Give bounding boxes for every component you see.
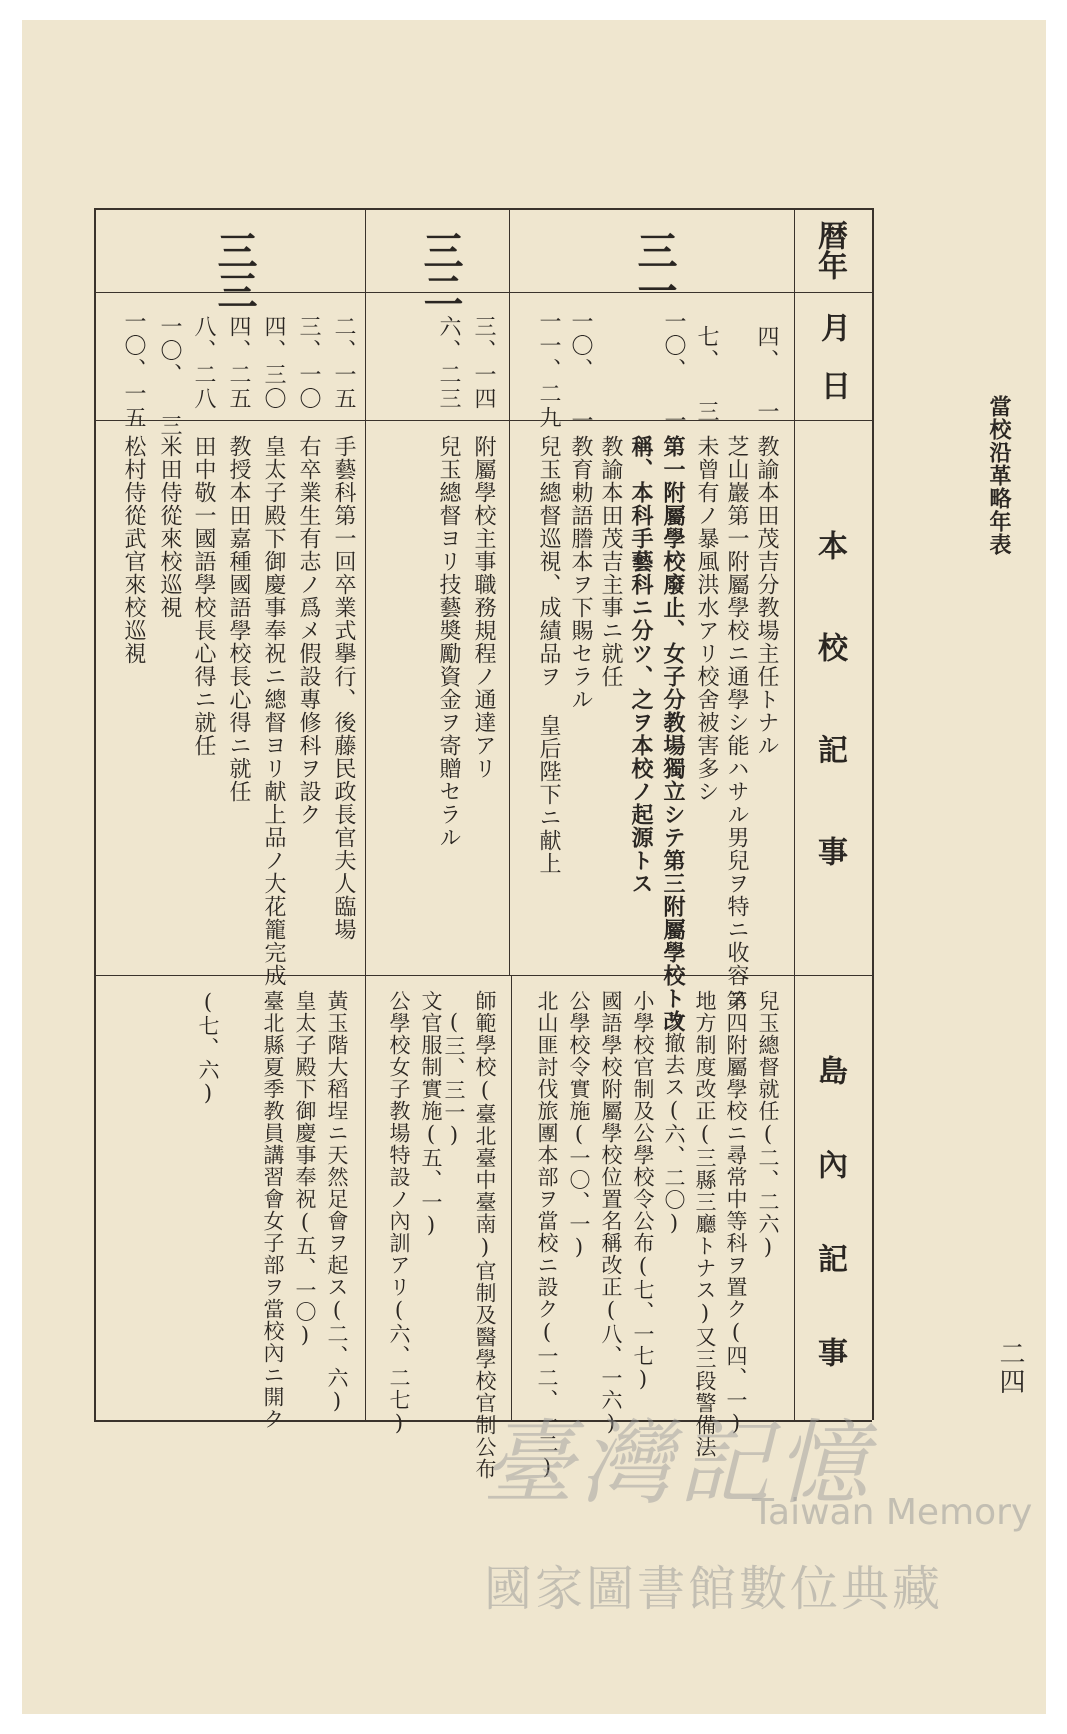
island-entry: 地方制度改正(三縣三廳トナス)又三段警備法 [693, 990, 717, 1458]
watermark-subtitle: Taiwan Memory [752, 1492, 1033, 1533]
watermark-institution: 國家圖書館數位典藏 [484, 1561, 944, 1617]
island-entry: 文官服制實施(五、一) [419, 990, 443, 1238]
year-divider-31-32 [509, 208, 510, 975]
island-entry: (七、六) [196, 990, 220, 1106]
entry-text: 松村侍從武官來校巡視 [121, 435, 146, 665]
entry-text: 教諭本田茂吉主事ニ就任 [598, 435, 623, 688]
entry-text: 右卒業生有志ノ爲メ假設專修科ヲ設ク [296, 435, 321, 826]
entry-text: 兒玉總督ヨリ技藝奬勵資金ヲ寄贈セラル [436, 435, 461, 849]
entry-text-bold: 稱、本科手藝科ニ分ツ、之ヲ本校ノ起源トス [628, 435, 654, 895]
entry-text: 教諭本田茂吉分教場主任トナル [754, 435, 779, 757]
running-title: 當校沿革略年表 [986, 395, 1012, 556]
island-entry: 國語學校附屬學校位置名稱改正(八、一六) [599, 990, 623, 1436]
island-entry: 黃玉階大稻埕ニ天然足會ヲ起ス(二、六) [325, 990, 349, 1414]
entry-text: 手藝科第一回卒業式擧行、後藤民政長官夫人臨場 [331, 435, 356, 941]
island-entry: 北山匪討伐旅團本部ヲ當校ニ設ク(一二、一二) [535, 990, 559, 1480]
entry-date: 四、 一 [754, 325, 779, 424]
header-column-divider [794, 208, 795, 1420]
entry-date: 八、二八 [191, 315, 216, 411]
island-entry: 第四附屬學校ニ尋常中等科ヲ置ク(四、一) [724, 990, 748, 1436]
header-day: 日 [815, 370, 850, 400]
island-entry: 小學校官制及公學校令公布(七、一七) [631, 990, 655, 1392]
year-label: 三二 [417, 230, 464, 310]
document-page [22, 20, 1046, 1714]
year-label: 三三 [211, 230, 258, 310]
entry-date: 四、二五 [226, 315, 251, 411]
entry-text: 皇太子殿下御慶事奉祝ニ總督ヨリ献上品ノ大花籠完成 [261, 435, 286, 987]
year-label: 三一 [631, 230, 678, 310]
island-divider-b [365, 975, 366, 1420]
table-right-border [872, 208, 874, 1420]
entry-date: 三、一四 [471, 315, 496, 411]
entry-date: 七、 三 [694, 325, 719, 424]
island-entry: 師範學校(臺北臺中臺南)官制及醫學校官制公布 [473, 990, 497, 1480]
island-entry: 兒玉總督就任(二、二六) [756, 990, 780, 1260]
entry-date: 一〇、一五 [121, 310, 146, 430]
page-number: 二四 [995, 1340, 1025, 1396]
header-month: 月 [815, 312, 850, 342]
entry-date: 二、一五 [331, 315, 356, 411]
entry-text: 附屬學校主事職務規程ノ通達アリ [471, 435, 496, 780]
island-entry: 公學校令實施(一〇、一) [567, 990, 591, 1260]
island-entry: ヲ撤去ス(六、二〇) [662, 1010, 686, 1236]
entry-text: 教授本田嘉種國語學校長心得ニ就任 [226, 435, 251, 803]
table-left-border [94, 208, 96, 1420]
table-top-border [94, 208, 872, 210]
entry-text: 米田侍從來校巡視 [157, 435, 182, 619]
header-era: 暦年 [812, 220, 847, 280]
header-island-events: 島內記事 [812, 1055, 847, 1431]
entry-date: 六、二三 [436, 315, 461, 411]
entry-text: 教育勅語謄本ヲ下賜セラル [568, 435, 593, 711]
year-divider-32-33 [365, 208, 366, 975]
school-island-divider [94, 975, 872, 976]
entry-date: 三、一〇 [296, 315, 321, 411]
entry-text-bold: 第一附屬學校廢止、女子分教場獨立シテ第三附屬學校ト改 [660, 435, 686, 1033]
entry-text: 未曾有ノ暴風洪水アリ校舍被害多シ [694, 435, 719, 803]
entry-date: 四、三〇 [261, 315, 286, 411]
header-school-events: 本校記事 [812, 530, 847, 938]
entry-date: 一一、二九 [536, 310, 561, 430]
entry-date: 一〇、 一 [661, 310, 686, 433]
entry-date: 一〇、 一 [568, 310, 593, 433]
entry-text: 田中敬一國語學校長心得ニ就任 [191, 435, 216, 757]
island-divider-a [511, 975, 512, 1420]
island-entry: 臺北縣夏季教員講習會女子部ヲ當校內ニ開ク [261, 990, 285, 1430]
entry-date: 一〇、 三 [157, 315, 182, 438]
watermark-title: 臺灣記憶 [482, 1410, 875, 1517]
island-entry: 公學校女子教場特設ノ內訓アリ(六、二七) [387, 990, 411, 1436]
entry-text: 兒玉總督巡視、成績品ヲ 皇后陛下ニ献上 [536, 435, 561, 875]
entry-text: 芝山巖第一附屬學校ニ通學シ能ハサル男兒ヲ特ニ收容ス [724, 435, 749, 1010]
island-entry: (三、三一) [442, 1010, 466, 1148]
island-entry: 皇太子殿下御慶事奉祝(五、一〇) [293, 990, 317, 1348]
